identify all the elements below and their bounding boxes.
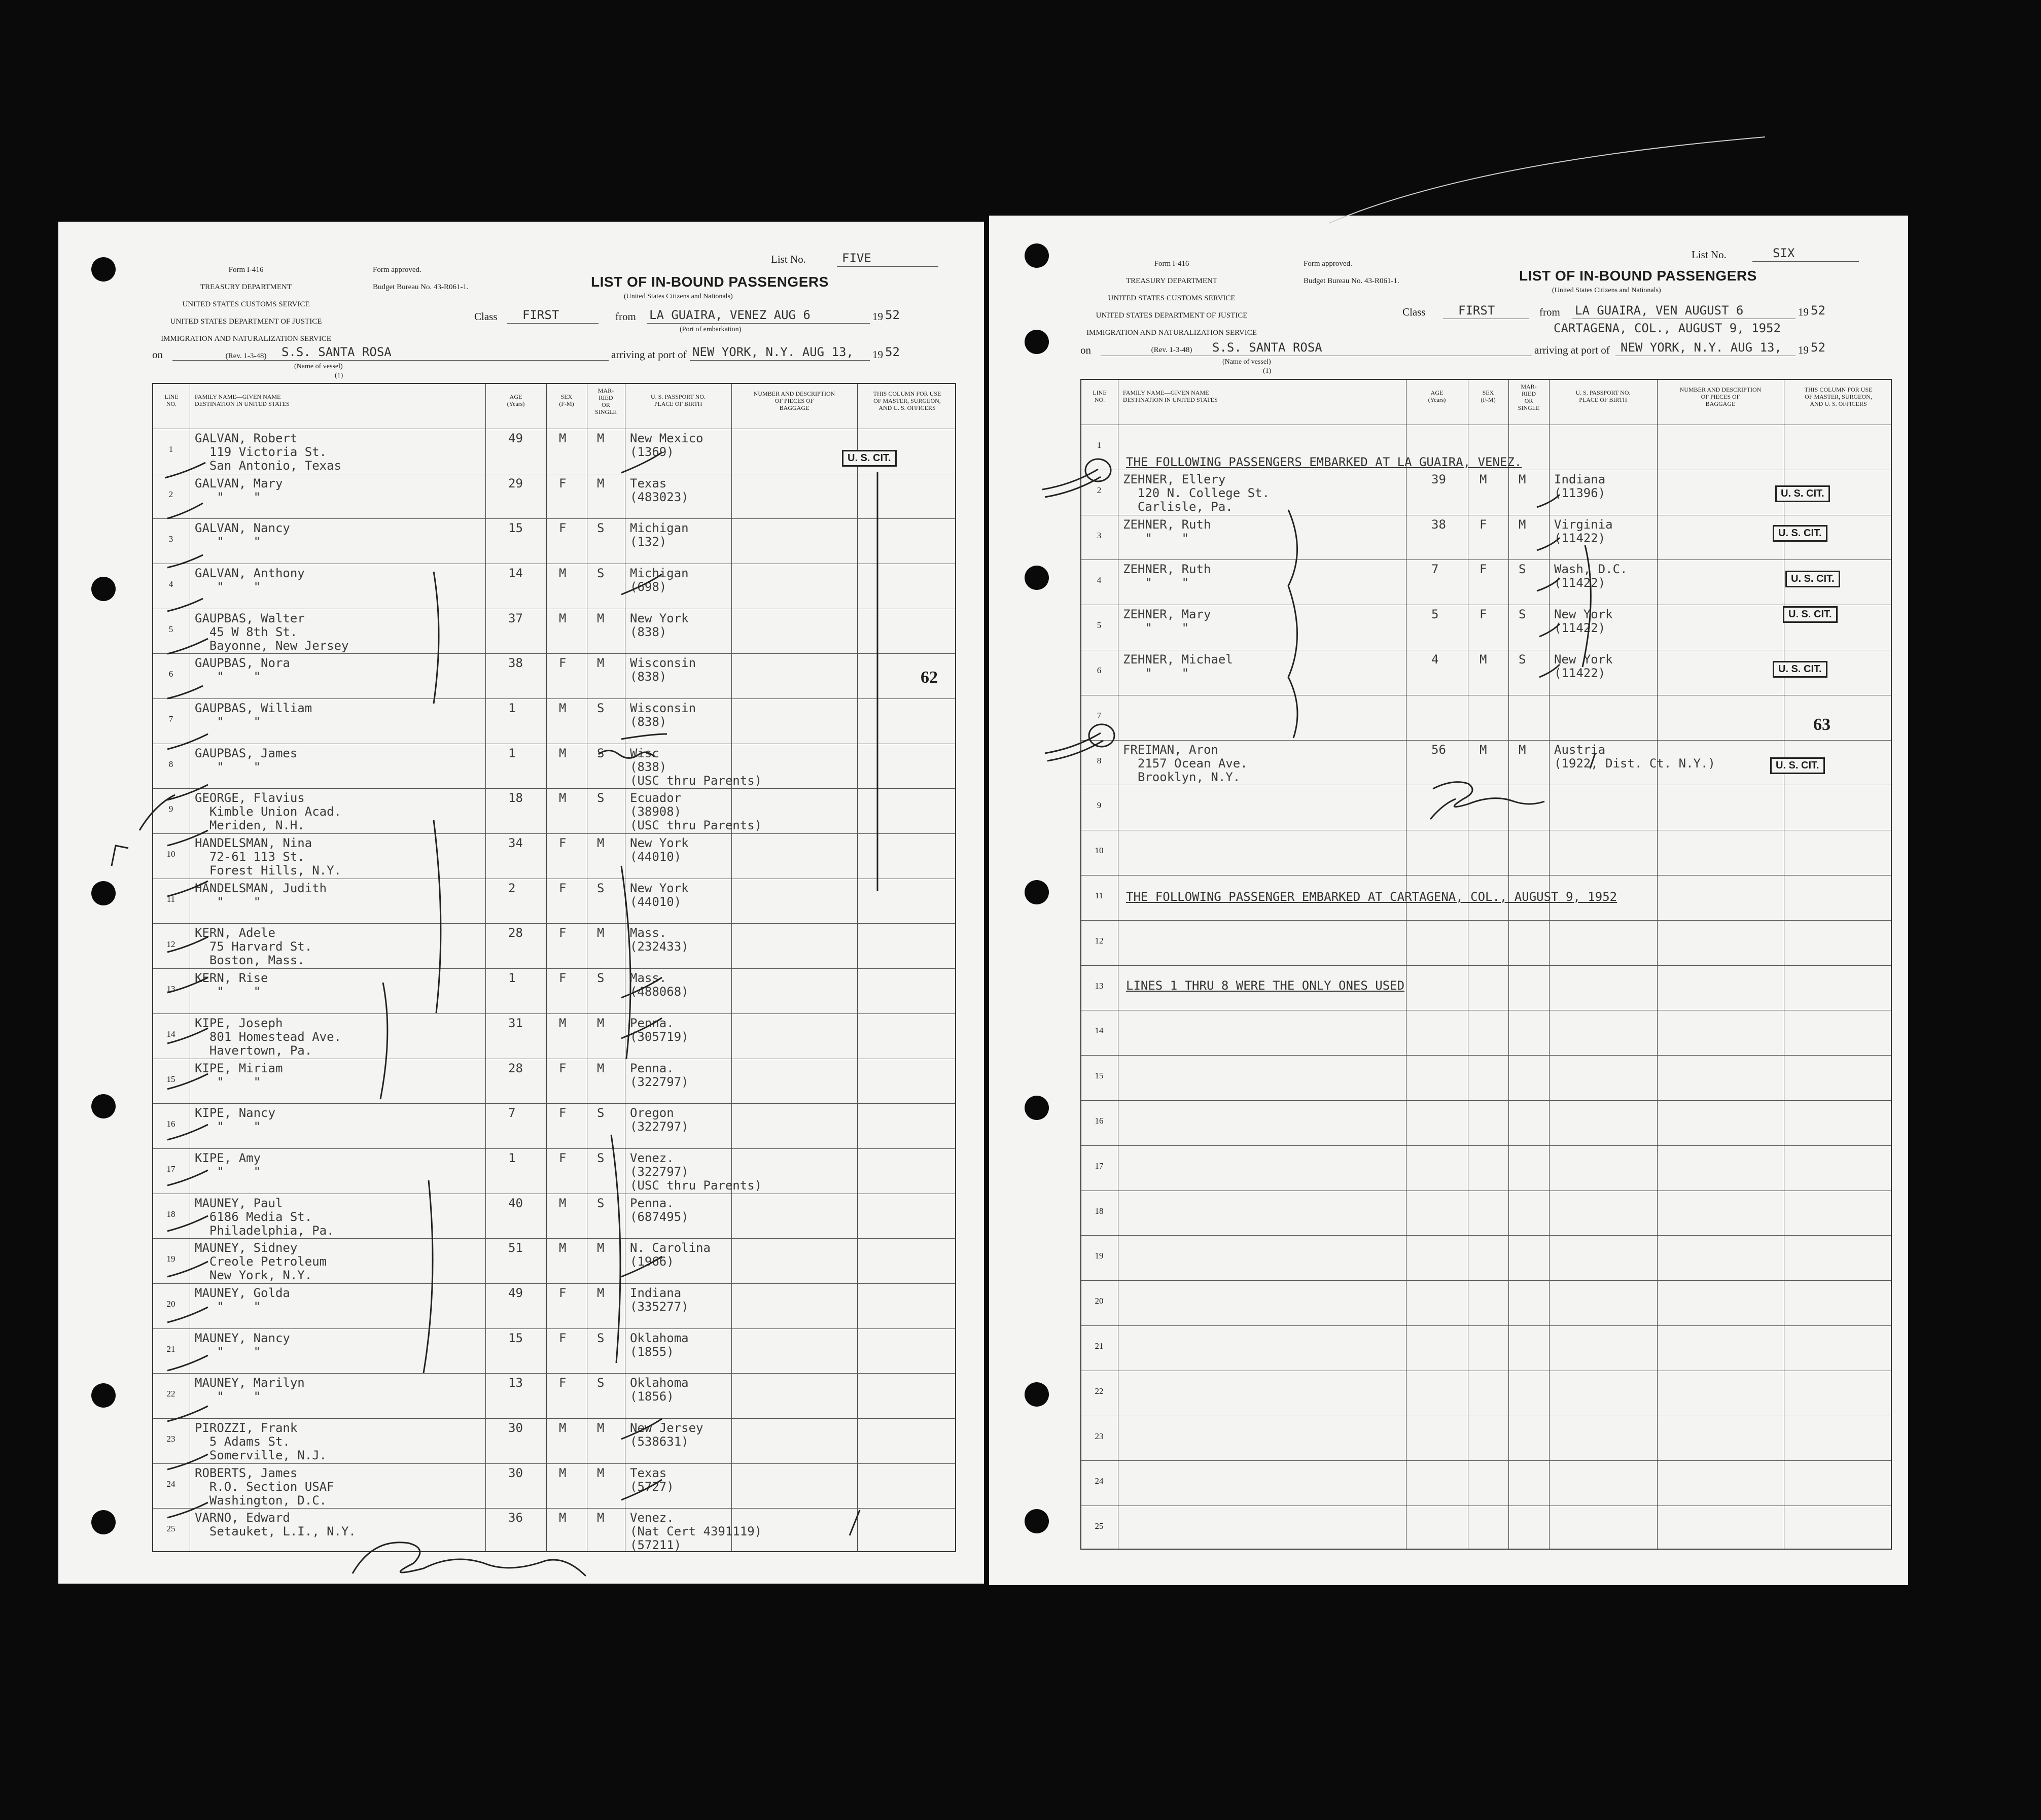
col-header-married: MAR- RIED OR SINGLE	[595, 387, 617, 415]
col-header-baggage: NUMBER AND DESCRIPTION OF PIECES OF BAGGAGE	[753, 390, 835, 411]
line-number: 20	[1095, 1296, 1104, 1306]
passport-birthplace: Penna. (322797)	[630, 1061, 689, 1089]
passenger-name: GAUPBAS, William " "	[195, 701, 312, 729]
passport-birthplace: Ecuador (38908) (USC thru Parents)	[630, 791, 762, 833]
passport-birthplace: Wisconsin (838)	[630, 656, 696, 684]
year-prefix: 19	[1798, 306, 1809, 318]
line-number: 1	[1097, 440, 1102, 450]
passport-birthplace: New Mexico (1369)	[630, 431, 703, 459]
col-header-name: FAMILY NAME—GIVEN NAME DESTINATION IN UNITED STATES	[195, 393, 290, 407]
passenger-name: KERN, Rise " "	[195, 971, 268, 999]
passenger-age: 31	[508, 1016, 523, 1030]
passenger-marital-status: S	[1519, 562, 1526, 577]
line-number: 4	[168, 579, 173, 589]
line-number: 23	[166, 1433, 175, 1444]
passenger-age: 15	[508, 521, 523, 536]
passenger-marital-status: M	[597, 611, 605, 625]
second-port-embarkation: CARTAGENA, COL., AUGUST 9, 1952	[1554, 321, 1781, 335]
line-number: 14	[166, 1029, 175, 1039]
line-number: 16	[166, 1119, 175, 1129]
line-number: 17	[166, 1164, 175, 1174]
passenger-age: 15	[508, 1331, 523, 1345]
form-number: Form I-416	[228, 266, 264, 274]
dept-justice: UNITED STATES DEPARTMENT OF JUSTICE	[1096, 311, 1248, 320]
passenger-name: GALVAN, Robert 119 Victoria St. San Antonio, Texas	[195, 431, 341, 473]
passport-birthplace: Oklahoma (1856)	[630, 1376, 689, 1404]
line-number: 15	[1095, 1071, 1104, 1081]
passenger-age: 39	[1431, 472, 1446, 486]
passport-birthplace: Oklahoma (1855)	[630, 1331, 689, 1359]
line-number: 9	[1097, 800, 1102, 811]
line-number: 12	[1095, 935, 1104, 946]
year-value: 52	[1811, 303, 1825, 318]
line-number: 13	[1095, 981, 1104, 991]
passenger-marital-status: M	[597, 1465, 605, 1480]
passenger-name: MAUNEY, Golda " "	[195, 1285, 290, 1314]
form-title: LIST OF IN-BOUND PASSENGERS	[1519, 268, 1757, 284]
year-value: 52	[885, 308, 900, 322]
line-number: 6	[1097, 666, 1102, 676]
passenger-marital-status: M	[1519, 517, 1526, 532]
line-number: 14	[1095, 1026, 1104, 1036]
line-number: 7	[168, 714, 173, 724]
lines-used-notice: LINES 1 THRU 8 WERE THE ONLY ONES USED	[1126, 978, 1405, 993]
line-number: 1	[168, 444, 173, 454]
passenger-name: KIPE, Nancy " "	[195, 1106, 275, 1134]
from-label: from	[1539, 306, 1560, 318]
passenger-age: 29	[508, 476, 523, 491]
passport-birthplace: Wisconsin (838)	[630, 701, 696, 729]
dept-customs: UNITED STATES CUSTOMS SERVICE	[182, 300, 310, 308]
line-number: 25	[166, 1524, 175, 1534]
col-header-age: AGE (Years)	[1428, 389, 1446, 403]
passenger-marital-status: S	[597, 1150, 605, 1165]
passport-birthplace: Michigan (698)	[630, 566, 689, 594]
passport-birthplace: Penna. (687495)	[630, 1196, 689, 1224]
passenger-sex: M	[559, 1016, 567, 1030]
line-number: 9	[168, 804, 173, 814]
passenger-sex: M	[1480, 652, 1487, 667]
line-number: 19	[1095, 1251, 1104, 1261]
line-number: 16	[1095, 1116, 1104, 1126]
passenger-name: GALVAN, Nancy " "	[195, 521, 290, 549]
handwritten-annotations	[989, 216, 1908, 1585]
passport-birthplace: New Jersey (538631)	[630, 1420, 703, 1449]
passenger-sex: F	[559, 881, 567, 895]
col-header-officers: THIS COLUMN FOR USE OF MASTER, SURGEON, AND U. S. OFFICERS	[873, 390, 941, 411]
line-number: 20	[166, 1299, 175, 1309]
passenger-marital-status: M	[597, 476, 605, 491]
passenger-marital-status: M	[597, 1420, 605, 1435]
passenger-name: ZEHNER, Michael " "	[1123, 652, 1233, 680]
passenger-name: GAUPBAS, Nora " "	[195, 656, 290, 684]
line-number: 12	[166, 939, 175, 949]
dept-justice: UNITED STATES DEPARTMENT OF JUSTICE	[170, 318, 322, 326]
line-number: 8	[1097, 755, 1102, 765]
passenger-marital-status: M	[597, 1511, 605, 1525]
passenger-sex: F	[559, 656, 567, 671]
dept-customs: UNITED STATES CUSTOMS SERVICE	[1108, 294, 1236, 302]
class-value: FIRST	[522, 308, 559, 322]
manifest-page-right	[989, 216, 1908, 1585]
line-number: 15	[166, 1074, 175, 1084]
passenger-marital-status: M	[597, 1016, 605, 1030]
passenger-name: MAUNEY, Sidney Creole Petroleum New York, N.Y.	[195, 1241, 327, 1283]
passenger-age: 37	[508, 611, 523, 625]
line-number: 6	[168, 669, 173, 679]
line-number: 4	[1097, 575, 1102, 585]
passenger-name: MAUNEY, Nancy " "	[195, 1331, 290, 1359]
passenger-age: 56	[1431, 742, 1446, 757]
form-revision: (Rev. 1-3-48)	[225, 352, 267, 360]
port-embarkation: LA GUAIRA, VEN AUGUST 6	[1575, 303, 1744, 318]
form-approved: Form approved.	[373, 266, 421, 274]
passenger-marital-status: M	[597, 926, 605, 940]
passport-birthplace: New York (11422)	[1554, 607, 1613, 636]
line-number: 3	[1097, 530, 1102, 540]
passenger-sex: M	[1480, 742, 1487, 757]
line-number: 2	[1097, 485, 1102, 495]
passenger-age: 38	[508, 656, 523, 671]
passenger-age: 1	[508, 971, 516, 986]
line-number: 3	[168, 534, 173, 544]
passenger-sex: F	[559, 1376, 567, 1390]
passenger-sex: F	[559, 1106, 567, 1121]
dept-ins: IMMIGRATION AND NATURALIZATION SERVICE	[1086, 329, 1257, 337]
passport-birthplace: Virginia (11422)	[1554, 517, 1613, 545]
passenger-sex: F	[559, 1331, 567, 1345]
passenger-sex: F	[1480, 517, 1487, 532]
from-label: from	[615, 310, 636, 323]
passport-birthplace: Venez. (322797) (USC thru Parents)	[630, 1150, 762, 1193]
year-value: 52	[885, 345, 900, 359]
passenger-age: 30	[508, 1465, 523, 1480]
passenger-name: GEORGE, Flavius Kimble Union Acad. Meriden, N.H.	[195, 791, 341, 833]
form-approved: Form approved.	[1304, 260, 1352, 268]
budget-bureau: Budget Bureau No. 43-R061-1.	[1304, 277, 1399, 285]
passenger-marital-status: M	[597, 1241, 605, 1255]
passenger-sex: F	[559, 926, 567, 940]
passenger-sex: F	[559, 1150, 567, 1165]
passenger-age: 1	[508, 701, 516, 716]
passenger-sex: M	[559, 1511, 567, 1525]
passenger-marital-status: M	[1519, 472, 1526, 486]
us-citizen-stamp: U. S. CIT.	[1770, 757, 1825, 774]
arrival-port: NEW YORK, N.Y. AUG 13,	[1621, 340, 1782, 355]
page-number: 63	[1813, 715, 1831, 734]
line-number: 2	[168, 489, 173, 499]
passenger-sex: F	[559, 1285, 567, 1300]
dept-ins: IMMIGRATION AND NATURALIZATION SERVICE	[161, 335, 331, 343]
line-number: 21	[1095, 1341, 1104, 1351]
col-header-age: AGE (Years)	[507, 393, 525, 407]
passenger-name: ZEHNER, Ruth " "	[1123, 517, 1211, 545]
passport-birthplace: New York (838)	[630, 611, 689, 639]
col-header-married: MAR- RIED OR SINGLE	[1518, 383, 1540, 411]
col-header-sex: SEX (F-M)	[559, 393, 574, 407]
passenger-marital-status: S	[597, 521, 605, 536]
passenger-marital-status: S	[597, 1196, 605, 1210]
passenger-sex: M	[559, 431, 567, 445]
passenger-marital-status: S	[1519, 607, 1526, 622]
us-citizen-stamp: U. S. CIT.	[1785, 571, 1840, 587]
port-embarkation-caption: (Port of embarkation)	[680, 326, 742, 333]
passenger-age: 14	[508, 566, 523, 581]
passenger-age: 18	[508, 791, 523, 806]
vessel-caption: (Name of vessel)	[1222, 358, 1271, 366]
passenger-sex: F	[559, 521, 567, 536]
passport-birthplace: New York (44010)	[630, 881, 689, 909]
passport-birthplace: Mass. (232433)	[630, 926, 689, 954]
passenger-marital-status: M	[597, 1061, 605, 1075]
passenger-sex: F	[1480, 562, 1487, 577]
passenger-marital-status: S	[1519, 652, 1526, 667]
year-prefix: 19	[872, 310, 883, 323]
passport-birthplace: Oregon (322797)	[630, 1106, 689, 1134]
passenger-sex: F	[559, 836, 567, 851]
budget-bureau: Budget Bureau No. 43-R061-1.	[373, 283, 469, 291]
class-label: Class	[1402, 306, 1426, 318]
passenger-marital-status: S	[597, 1331, 605, 1345]
field-number: (1)	[335, 372, 343, 379]
passenger-sex: M	[559, 1465, 567, 1480]
passenger-age: 5	[1431, 607, 1439, 622]
passenger-name: PIROZZI, Frank 5 Adams St. Somerville, N.J.	[195, 1420, 327, 1462]
passport-birthplace: Mass. (488068)	[630, 971, 689, 999]
passenger-marital-status: S	[597, 566, 605, 581]
form-title: LIST OF IN-BOUND PASSENGERS	[591, 274, 829, 290]
passenger-age: 1	[508, 746, 516, 760]
passenger-marital-status: M	[1519, 742, 1526, 757]
class-value: FIRST	[1458, 303, 1495, 318]
us-citizen-stamp: U. S. CIT.	[1773, 661, 1827, 678]
line-number: 8	[168, 759, 173, 769]
passenger-name: MAUNEY, Marilyn " "	[195, 1376, 305, 1404]
line-number: 23	[1095, 1431, 1104, 1441]
passenger-name: KIPE, Joseph 801 Homestead Ave. Havertown, Pa.	[195, 1016, 341, 1058]
passenger-sex: M	[559, 1241, 567, 1255]
passenger-sex: M	[559, 1420, 567, 1435]
line-number: 11	[166, 894, 175, 904]
passenger-name: GALVAN, Anthony " "	[195, 566, 305, 594]
scan-scratch-line	[1319, 122, 1775, 233]
passenger-sex: M	[559, 701, 567, 716]
handwritten-annotations	[58, 222, 984, 1584]
col-header-line: LINE NO.	[164, 393, 179, 407]
passenger-name: HANDELSMAN, Nina 72-61 113 St. Forest Hills, N.Y.	[195, 836, 341, 878]
line-number: 19	[166, 1254, 175, 1264]
line-number: 22	[166, 1389, 175, 1399]
us-citizen-stamp: U. S. CIT.	[1775, 485, 1830, 502]
passport-birthplace: Austria (1922, Dist. Ct. N.Y.)	[1554, 742, 1715, 771]
passenger-age: 34	[508, 836, 523, 851]
passport-birthplace: Wash, D.C. (11422)	[1554, 562, 1628, 590]
passport-birthplace: Michigan (132)	[630, 521, 689, 549]
line-number: 10	[1095, 846, 1104, 856]
passenger-name: KIPE, Miriam " "	[195, 1061, 283, 1089]
line-number: 22	[1095, 1386, 1104, 1396]
passenger-name: ZEHNER, Ruth " "	[1123, 562, 1211, 590]
vessel-name: S.S. SANTA ROSA	[1212, 340, 1322, 355]
line-number: 7	[1097, 710, 1102, 720]
passport-birthplace: New York (11422)	[1554, 652, 1613, 680]
col-header-sex: SEX (F-M)	[1481, 389, 1496, 403]
line-number: 13	[166, 984, 175, 994]
page-number: 62	[921, 668, 938, 687]
passport-birthplace: Texas (5727)	[630, 1465, 674, 1494]
year-prefix: 19	[1798, 344, 1809, 356]
us-citizen-stamp: U. S. CIT.	[1783, 606, 1838, 623]
passenger-age: 28	[508, 1061, 523, 1075]
line-number: 18	[1095, 1206, 1104, 1216]
passenger-marital-status: M	[597, 431, 605, 445]
col-header-line: LINE NO.	[1093, 389, 1107, 403]
form-subtitle: (United States Citizens and Nationals)	[624, 293, 733, 300]
passenger-name: ROBERTS, James R.O. Section USAF Washington, D.C.	[195, 1465, 334, 1508]
passenger-sex: F	[559, 1061, 567, 1075]
passenger-age: 51	[508, 1241, 523, 1255]
passenger-name: GALVAN, Mary " "	[195, 476, 283, 504]
passenger-marital-status: S	[597, 1106, 605, 1121]
passenger-name: KERN, Adele 75 Harvard St. Boston, Mass.	[195, 926, 312, 968]
passenger-age: 36	[508, 1511, 523, 1525]
passenger-name: KIPE, Amy " "	[195, 1150, 261, 1179]
line-number: 24	[1095, 1476, 1104, 1486]
list-no-label: List No.	[1692, 249, 1727, 261]
passport-birthplace: Venez. (Nat Cert 4391119) (57211)	[630, 1511, 762, 1553]
passenger-name: FREIMAN, Aron 2157 Ocean Ave. Brooklyn, N.Y.	[1123, 742, 1248, 784]
passenger-marital-status: S	[597, 701, 605, 716]
manifest-page-left	[58, 222, 984, 1584]
passenger-age: 40	[508, 1196, 523, 1210]
us-citizen-stamp: U. S. CIT.	[1773, 525, 1827, 542]
passenger-marital-status: S	[597, 881, 605, 895]
line-number: 5	[168, 624, 173, 634]
passenger-age: 49	[508, 431, 523, 445]
dept-treasury: TREASURY DEPARTMENT	[1125, 277, 1218, 285]
embarkation-notice-la-guaira: THE FOLLOWING PASSENGERS EMBARKED AT LA GUAIRA, VENEZ.	[1126, 455, 1522, 469]
passenger-sex: M	[559, 791, 567, 806]
list-no-value: FIVE	[842, 251, 871, 265]
year-prefix: 19	[872, 348, 883, 361]
passenger-sex: M	[559, 566, 567, 581]
passenger-sex: F	[1480, 607, 1487, 622]
passenger-name: ZEHNER, Ellery 120 N. College St. Carlisle, Pa.	[1123, 472, 1270, 514]
passenger-marital-status: S	[597, 971, 605, 986]
passport-birthplace: Penna. (305719)	[630, 1016, 689, 1044]
on-label: on	[1080, 344, 1091, 356]
vessel-caption: (Name of vessel)	[294, 363, 343, 370]
line-number: 11	[1095, 891, 1104, 901]
passenger-sex: M	[559, 746, 567, 760]
passenger-sex: F	[559, 971, 567, 986]
form-revision: (Rev. 1-3-48)	[1151, 346, 1192, 354]
list-no-label: List No.	[771, 253, 806, 265]
passenger-age: 7	[1431, 562, 1439, 577]
line-number: 18	[166, 1209, 175, 1219]
line-number: 25	[1095, 1521, 1104, 1531]
passenger-marital-status: S	[597, 1376, 605, 1390]
vessel-name: S.S. SANTA ROSA	[281, 345, 392, 359]
line-number: 24	[166, 1479, 175, 1489]
col-header-officers: THIS COLUMN FOR USE OF MASTER, SURGEON, AND U. S. OFFICERS	[1804, 386, 1873, 407]
arriving-label: arriving at port of	[611, 348, 687, 361]
col-header-name: FAMILY NAME—GIVEN NAME DESTINATION IN UNITED STATES	[1123, 389, 1218, 403]
year-value: 52	[1811, 340, 1825, 355]
passenger-marital-status: S	[597, 746, 605, 760]
form-subtitle: (United States Citizens and Nationals)	[1552, 287, 1661, 294]
passport-birthplace: Indiana (11396)	[1554, 472, 1606, 500]
passenger-age: 2	[508, 881, 516, 895]
passenger-name: GAUPBAS, Walter 45 W 8th St. Bayonne, New Jersey	[195, 611, 349, 653]
col-header-passport: U. S. PASSPORT NO. PLACE OF BIRTH	[1575, 389, 1631, 403]
col-header-passport: U. S. PASSPORT NO. PLACE OF BIRTH	[651, 393, 706, 407]
passenger-name: ZEHNER, Mary " "	[1123, 607, 1211, 636]
passenger-age: 28	[508, 926, 523, 940]
arriving-label: arriving at port of	[1534, 344, 1610, 356]
passenger-marital-status: S	[597, 791, 605, 806]
class-label: Class	[474, 310, 498, 323]
passenger-age: 30	[508, 1420, 523, 1435]
passport-birthplace: Wisc (838) (USC thru Parents)	[630, 746, 762, 788]
line-number: 5	[1097, 620, 1102, 631]
us-citizen-stamp: U. S. CIT.	[842, 450, 897, 467]
passenger-age: 1	[508, 1150, 516, 1165]
field-number: (1)	[1263, 367, 1272, 375]
line-number: 10	[166, 849, 175, 859]
port-embarkation: LA GUAIRA, VENEZ AUG 6	[649, 308, 811, 322]
passenger-age: 4	[1431, 652, 1439, 667]
passenger-name: GAUPBAS, James " "	[195, 746, 298, 774]
on-label: on	[152, 348, 163, 361]
arrival-port: NEW YORK, N.Y. AUG 13,	[692, 345, 854, 359]
passenger-age: 38	[1431, 517, 1446, 532]
embarkation-notice-cartagena: THE FOLLOWING PASSENGER EMBARKED AT CARTAGENA, COL., AUGUST 9, 1952	[1126, 890, 1617, 904]
passport-birthplace: Texas (483023)	[630, 476, 689, 504]
passenger-marital-status: M	[597, 1285, 605, 1300]
passenger-name: HANDELSMAN, Judith " "	[195, 881, 327, 909]
passenger-sex: M	[559, 611, 567, 625]
form-number: Form I-416	[1154, 260, 1189, 268]
col-header-baggage: NUMBER AND DESCRIPTION OF PIECES OF BAGGAGE	[1679, 386, 1762, 407]
passenger-age: 13	[508, 1376, 523, 1390]
line-number: 17	[1095, 1161, 1104, 1171]
passenger-marital-status: M	[597, 656, 605, 671]
passport-birthplace: Indiana (335277)	[630, 1285, 689, 1314]
passenger-sex: M	[1480, 472, 1487, 486]
passport-birthplace: N. Carolina (1966)	[630, 1241, 711, 1269]
line-number: 21	[166, 1344, 175, 1354]
passenger-name: VARNO, Edward Setauket, L.I., N.Y.	[195, 1511, 356, 1539]
passenger-sex: M	[559, 1196, 567, 1210]
passenger-age: 49	[508, 1285, 523, 1300]
dept-treasury: TREASURY DEPARTMENT	[200, 283, 292, 291]
passenger-marital-status: M	[597, 836, 605, 851]
list-no-value: SIX	[1773, 246, 1795, 260]
passenger-age: 7	[508, 1106, 516, 1121]
passenger-sex: F	[559, 476, 567, 491]
passenger-name: MAUNEY, Paul 6186 Media St. Philadelphia, Pa.	[195, 1196, 334, 1238]
passport-birthplace: New York (44010)	[630, 836, 689, 864]
